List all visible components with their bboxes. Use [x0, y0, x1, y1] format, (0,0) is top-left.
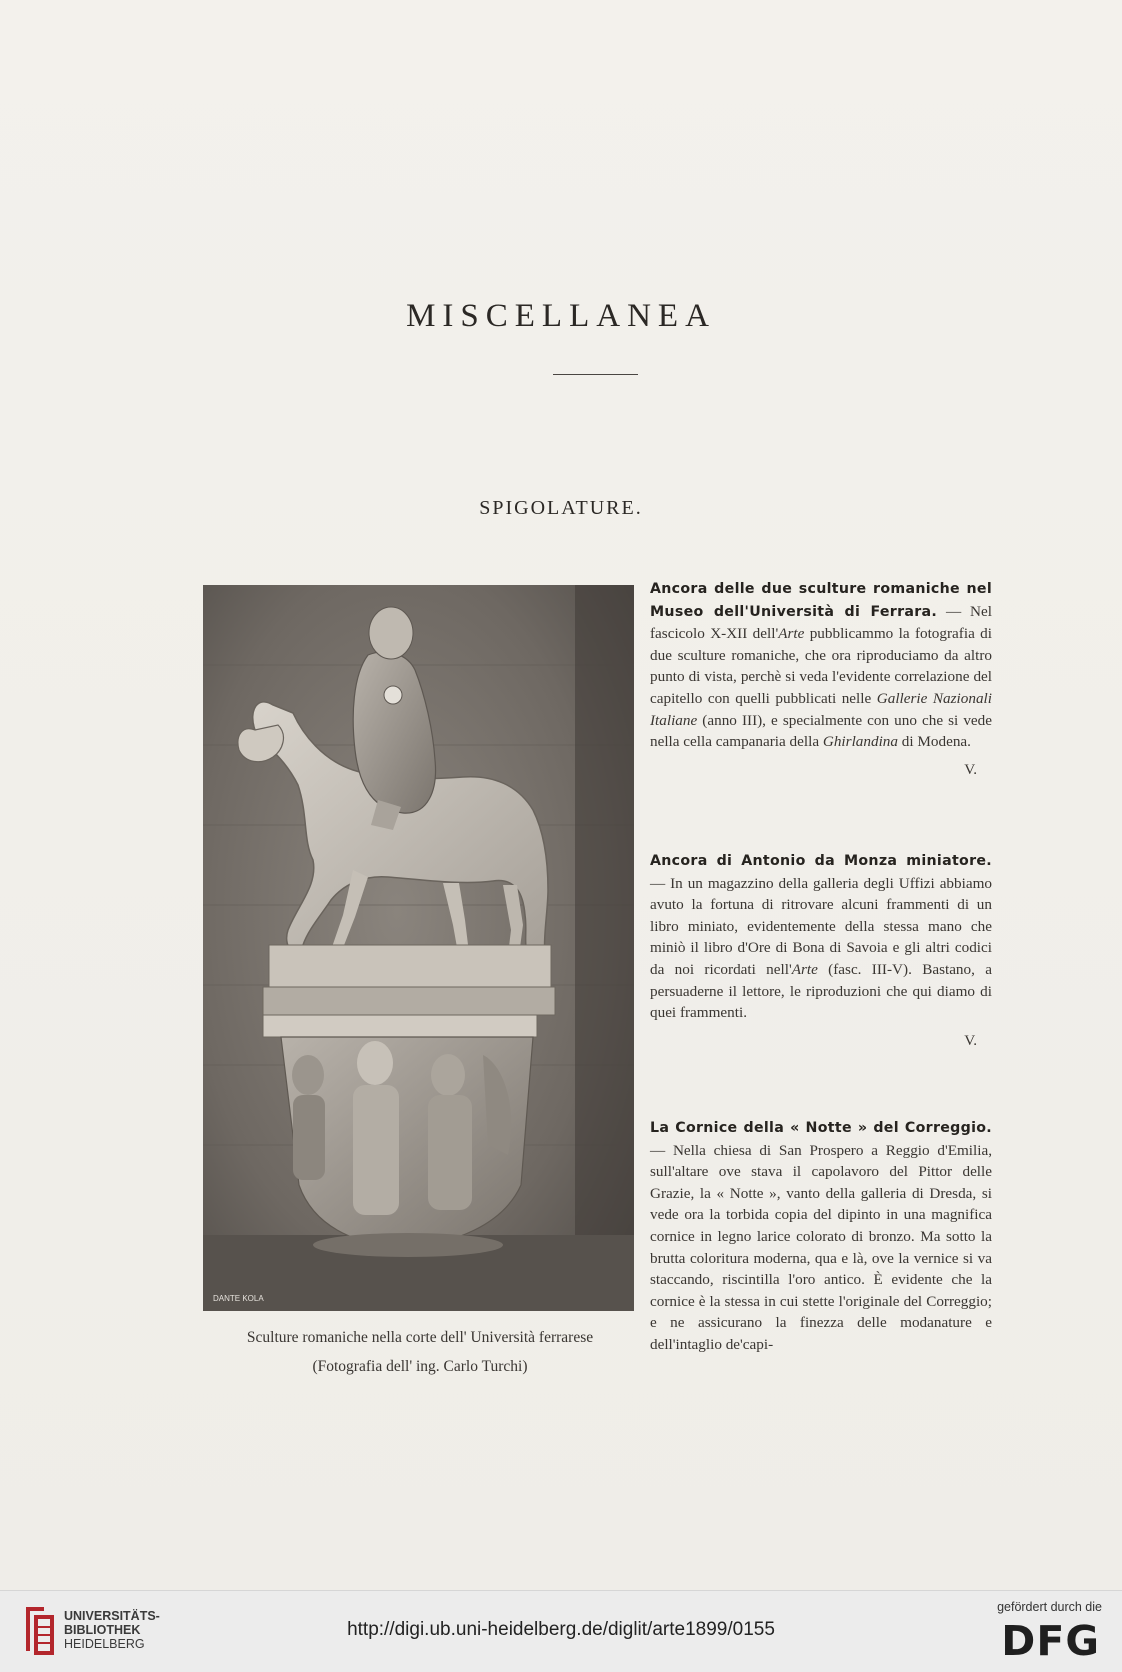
- dfg-logo: DFG: [1001, 1617, 1100, 1665]
- article-text: — Nella chiesa di San Prospero a Reggio d'Emilia, sull'altare ove stava il capolavoro del Pittor delle Grazie, la « Notte », vanto della galleria di Dresda, si vede ora la torbida copia del dipinto in una magnifica cornice in legno larice colorato di bronzo. Ma sotto la brutta coloritura moderna, qua e là, ove la vernice si va staccando, riscintilla l'oro antico. È evidente che la cornice è la stessa in cui stette l'originale del Correggio; e ne assicurano la finezza delle modanature e dell'intaglio de'capi-: [650, 1141, 992, 1353]
- article-text: (anno III), e specialmente con uno che si vede nella cella campanaria della: [650, 711, 992, 751]
- article-text: di Modena.: [897, 733, 971, 751]
- journal-title: Arte: [791, 960, 818, 978]
- author-signature: V.: [964, 1031, 977, 1049]
- page-title: MISCELLANEA: [406, 298, 716, 334]
- permalink-url[interactable]: http://digi.ub.uni-heidelberg.de/diglit/arte1899/0155: [347, 1619, 775, 1640]
- sculpture-photograph: [203, 585, 634, 1311]
- article-sculture-romaniche: [650, 578, 992, 780]
- article-heading: Ancora delle due sculture romaniche nel Museo dell'Università di Ferrara.: [650, 581, 992, 620]
- article-text: — In un magazzino della galleria degli Uffizi abbiamo avuto la fortuna di ritrovare alcuni frammenti di un libro miniato, evidentemente della stessa mano che miniò il libro d'Ore di Bona di Savoia e gli altri codici da noi ricordati nell': [650, 874, 992, 978]
- photographer-mark: DANTE KOLA: [213, 1294, 264, 1303]
- digitization-footer: [0, 1590, 1122, 1672]
- article-text: (fasc. III-V). Bastano, a persuaderne il lettore, le riproduzioni che qui diamo di quei frammenti.: [650, 960, 992, 1022]
- article-text: — Nel fascicolo X-XII dell': [650, 602, 992, 643]
- sculpture-illustration: [203, 585, 634, 1311]
- publication-title: Gallerie Nazionali Italiane: [650, 689, 992, 729]
- journal-title: Arte: [778, 625, 805, 643]
- article-antonio-da-monza: [650, 850, 992, 1051]
- author-signature: V.: [964, 760, 977, 778]
- library-name-line: BIBLIOTHEK: [64, 1623, 141, 1637]
- article-heading: Ancora di Antonio da Monza miniatore.: [650, 853, 992, 869]
- library-name-line: HEIDELBERG: [64, 1637, 145, 1651]
- place-name: Ghirlandina: [822, 733, 898, 751]
- funding-label: gefördert durch die: [997, 1600, 1102, 1614]
- article-heading: La Cornice della « Notte » del Correggio.: [650, 1120, 992, 1136]
- section-subtitle: SPIGOLATURE.: [479, 497, 643, 519]
- figure-caption: Sculture romaniche nella corte dell' Università ferrarese: [246, 1329, 594, 1346]
- article-text: pubblicammo la fotografia di due sculture romaniche, che ora riproduciamo da altro punto di vista, perchè si veda l'evidente correlazione del capitello con quelli pubblicati nelle: [650, 625, 992, 707]
- article-cornice-notte: [650, 1117, 992, 1356]
- figure-credit: (Fotografia dell' ing. Carlo Turchi): [312, 1358, 528, 1375]
- title-divider: [553, 374, 638, 375]
- library-name-line: UNIVERSITÄTS-: [64, 1609, 160, 1623]
